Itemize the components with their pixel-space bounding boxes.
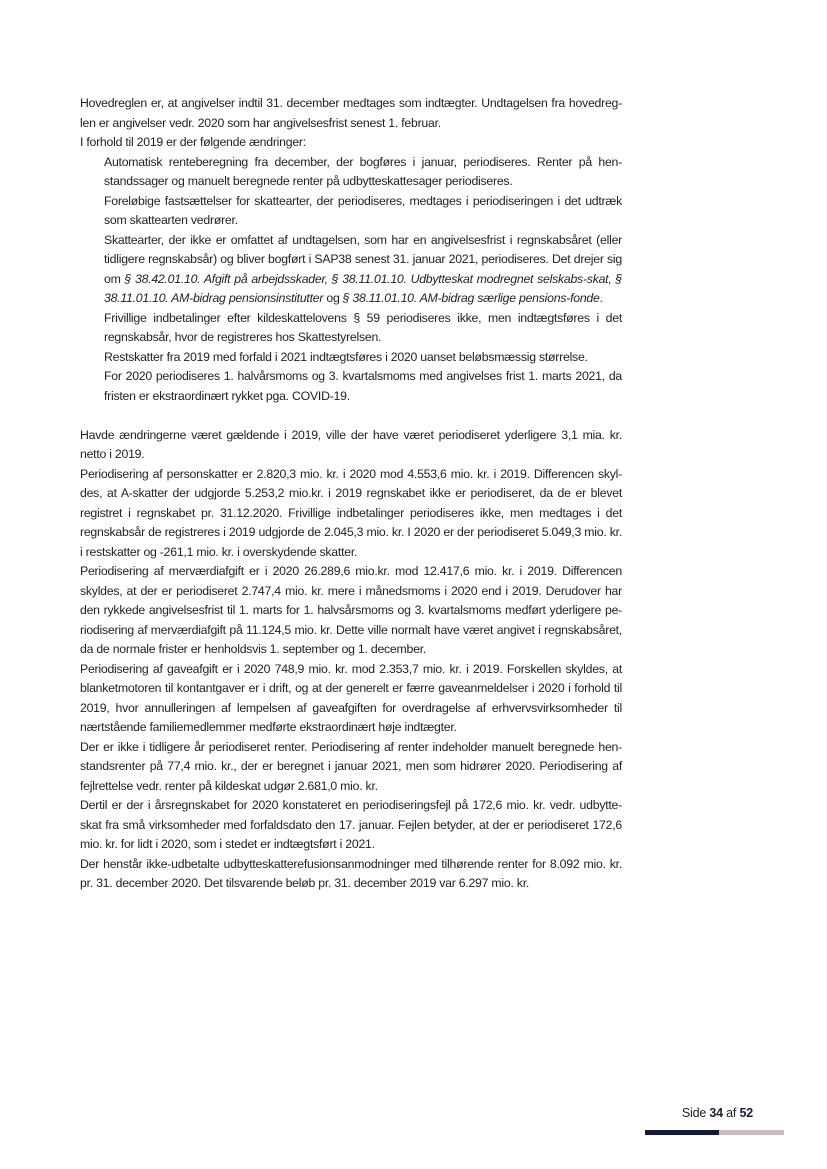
list-item-text: og xyxy=(323,291,343,305)
changes-section xyxy=(80,133,622,406)
page-current: 34 xyxy=(709,1106,723,1120)
page-side-label: Side xyxy=(681,1106,707,1120)
paragraph-personal-taxes: Periodisering af personskatter er 2.820,3 mio. kr. i 2020 mod 4.553,6 mio. kr. i 2019. Differencen skyl-des, at A-skatter der udgjorde 5.253,2 mio.kr. i 2019 regnskabet ikke er periodiseret, da de er blevet registret i regnskabet pr. 31.12.2020. Frivillige indbetalinger periodiseres ikke, men medtages i det regnskabsår de registreres i 2019 udgjorde de 2.045,3 mio. kr. I 2020 er der periodiseret 5.049,3 mio. kr. i restskatter og -261,1 mio. kr. i overskydende skatter. xyxy=(80,466,622,559)
paragraph-gift-tax: Periodisering af gaveafgift er i 2020 748,9 mio. kr. mod 2.353,7 mio. kr. i 2019. Forskellen skyldes, at blanketmotoren til kontantgaver er i drift, og at der generelt er færre gaveanmeldelser i 2020 i forhold til 2019, hvor annulleringen af lempelsen af gaveafgiften for overdragelse af erhvervsvirksomheder til nærtstående familiemedlemmer medførte ekstraordinært høje indtægter. xyxy=(80,661,622,734)
page-total: 52 xyxy=(739,1106,753,1120)
changes-intro: I forhold til 2019 er der følgende ændringer: xyxy=(80,135,306,149)
changes-list xyxy=(80,153,622,407)
paragraph-effect-2019: Havde ændringerne været gældende i 2019, ville der have været periodiseret yderligere 3,1 mia. kr. netto i 2019. xyxy=(80,427,622,461)
footer-bar-dark-segment xyxy=(645,1130,719,1135)
page-of-label: af xyxy=(726,1106,737,1120)
footer-decorative-bar xyxy=(645,1130,784,1135)
list-item: For 2020 periodiseres 1. halvårsmoms og 3. kvartalsmoms med angivelses frist 1. marts 2021, da fristen er ekstraordinært rykket pga. COVID-19. xyxy=(104,369,622,403)
list-item: Restskatter fra 2019 med forfald i 2021 indtægtsføres i 2020 uanset beløbsmæssig størrelse. xyxy=(104,349,588,364)
footer-bar-light-segment xyxy=(719,1130,784,1135)
list-item-text: Skattearter, der ikke er omfattet af undtagelsen, som har en angivelsesfrist i regnskabsåret (eller tidligere regnskabsår) og bliver bogført i SAP38 senest 31. januar 2021, periodiseres. Det drejer sig om xyxy=(104,232,622,286)
list-item-text: . xyxy=(599,291,603,305)
list-item: Automatisk renteberegning fra december, der bogføres i januar, periodiseres. Renter på hen-standssager og manuelt beregnede renter på udbytteskattesager periodiseres. xyxy=(104,154,622,188)
list-item: Frivillige indbetalinger efter kildeskattelovens § 59 periodiseres ikke, men indtægtsføres i det regnskabsår, hvor de registreres hos Skattestyrelsen. xyxy=(104,310,622,344)
paragraph-vat: Periodisering af merværdiafgift er i 2020 26.289,6 mio.kr. mod 12.417,6 mio. kr. i 2019. Differencen skyldes, at der er periodiseret 2.747,4 mio. kr. mere i månedsmoms i 2020 end i 2019. Derudover har den rykkede angivelsesfrist til 1. marts for 1. halvsårsmoms og 3. kvartalsmoms medført yderligere pe-riodisering af merværdiafgift på 11.124,5 mio. kr. Dette ville normalt have været angivet i regnskabsåret, da de normale frister er henholdsvis 1. september og 1. december. xyxy=(80,564,622,656)
page-body xyxy=(80,94,622,894)
page-number xyxy=(682,1106,753,1120)
list-item xyxy=(104,231,622,309)
paragraph-interest: Der er ikke i tidligere år periodiseret renter. Periodisering af renter indeholder manuelt beregnede hen-standsrenter på 77,4 mio. kr., der er beregnet i januar 2021, men som hidrører 2020. Periodisering af fejlrettelse vedr. renter på kildeskat udgør 2.681,0 mio. kr. xyxy=(80,739,622,793)
legal-reference: § 38.42.01.10. Afgift på arbejdsskader, § 38.11.01.10. Udbytteskat modregnet selskabs-skat, § 38.11.01.10. AM-bidrag pensionsinstitutter xyxy=(104,271,623,305)
paragraph-main-rule: Hovedreglen er, at angivelser indtil 31. december medtages som indtægter. Undtagelsen fra hovedreg-len er angivelser vedr. 2020 som har angivelsesfrist senest 1. februar. xyxy=(80,96,622,130)
paragraph-accrual-error: Dertil er der i årsregnskabet for 2020 konstateret en periodiseringsfejl på 172,6 mio. kr. vedr. udbytte-skat fra små virksomheder med forfaldsdato den 17. januar. Fejlen betyder, at der er periodiseret 172,6 mio. kr. for lidt i 2020, som i stedet er indtægtsført i 2021. xyxy=(80,798,622,851)
list-item: Foreløbige fastsættelser for skattearter, der periodiseres, medtages i periodiseringen i det udtræk som skattearten vedrører. xyxy=(104,193,622,227)
paragraph-refund-requests: Der henstår ikke-udbetalte udbytteskatterefusionsanmodninger med tilhørende renter for 8.092 mio. kr. pr. 31. december 2020. Det tilsvarende beløb pr. 31. december 2019 var 6.297 mio. kr. xyxy=(80,856,622,890)
legal-reference: § 38.11.01.10. AM-bidrag særlige pensions-fonde xyxy=(342,291,600,305)
